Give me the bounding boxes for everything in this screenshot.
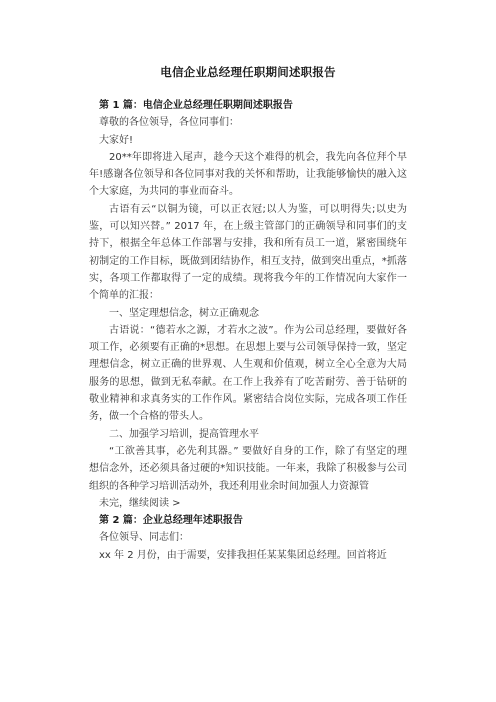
article-1-section-2-heading: 二、加强学习培训，提高管理水平 bbox=[109, 428, 259, 440]
article-2-salutation: 各位领导、同志们： bbox=[99, 532, 189, 544]
document-title: 电信企业总经理任职期间述职报告 bbox=[160, 65, 336, 79]
article-1-paragraph-3: 古语说：“德若水之源，才若水之波”。作为公司总经理，要做好各项工作，必须要有正确的*思想。在思想上要与公司领导保持一致，坚定理想信念，树立正确的世界观、人生观和价值观，树立全心全意为大局服务的思想，做到无私奉献。在工作上我养有了吃苦耐劳、善于钻研的敬业精神和求真务实的工作作风。紧密结合岗位实际，完成各项工作任务，做一个合格的带头人。 bbox=[89, 324, 407, 423]
article-1-paragraph-1: 20**年即将进入尾声，趁今天这个难得的机会，我先向各位拜个早年!感谢各位领导和各位同事对我的关怀和帮助，让我能够愉快的融入这个大家庭，为共同的事业而奋斗。 bbox=[89, 151, 407, 198]
article-1-greeting: 大家好! bbox=[99, 134, 134, 146]
document-body bbox=[89, 97, 407, 564]
article-1-paragraph-2: 古语有云“以铜为镜，可以正衣冠;以人为鉴，可以明得失;以史为鉴，可以知兴替。” 2017 年，在上级主管部门的正确领导和同事们的支持下，根据全年总体工作部署与安排，我和所有员工一道，紧密围绕年初制定的工作目标，既做到团结协作，相互支持，做到突出重点，*抓落实，各项工作都取得了一定的成绩。现将我今年的工作情况向大家作一个简单的汇报： bbox=[89, 203, 407, 302]
article-2-paragraph-1: xx 年 2 月份，由于需要，安排我担任某某集团总经理。回首将近 bbox=[99, 549, 387, 561]
continue-reading-link[interactable]: 未完，继续阅读 > bbox=[99, 497, 181, 509]
article-1-salutation: 尊敬的各位领导，各位同事们： bbox=[99, 117, 239, 129]
article-1-section-1-heading: 一、坚定理想信念，树立正确观念 bbox=[109, 307, 259, 319]
article-1-paragraph-4: “工欲善其事，必先利其器。” 要做好自身的工作，除了有坚定的理想信念外，还必须具备过硬的*知识技能。一年来，我除了积极参与公司组织的各种学习培训活动外，我还利用业余时间加强人力资源管 bbox=[89, 445, 407, 492]
article-1-heading: 第 1 篇：电信企业总经理任职期间述职报告 bbox=[99, 100, 293, 111]
article-2-heading: 第 2 篇：企业总经理年述职报告 bbox=[99, 515, 243, 527]
